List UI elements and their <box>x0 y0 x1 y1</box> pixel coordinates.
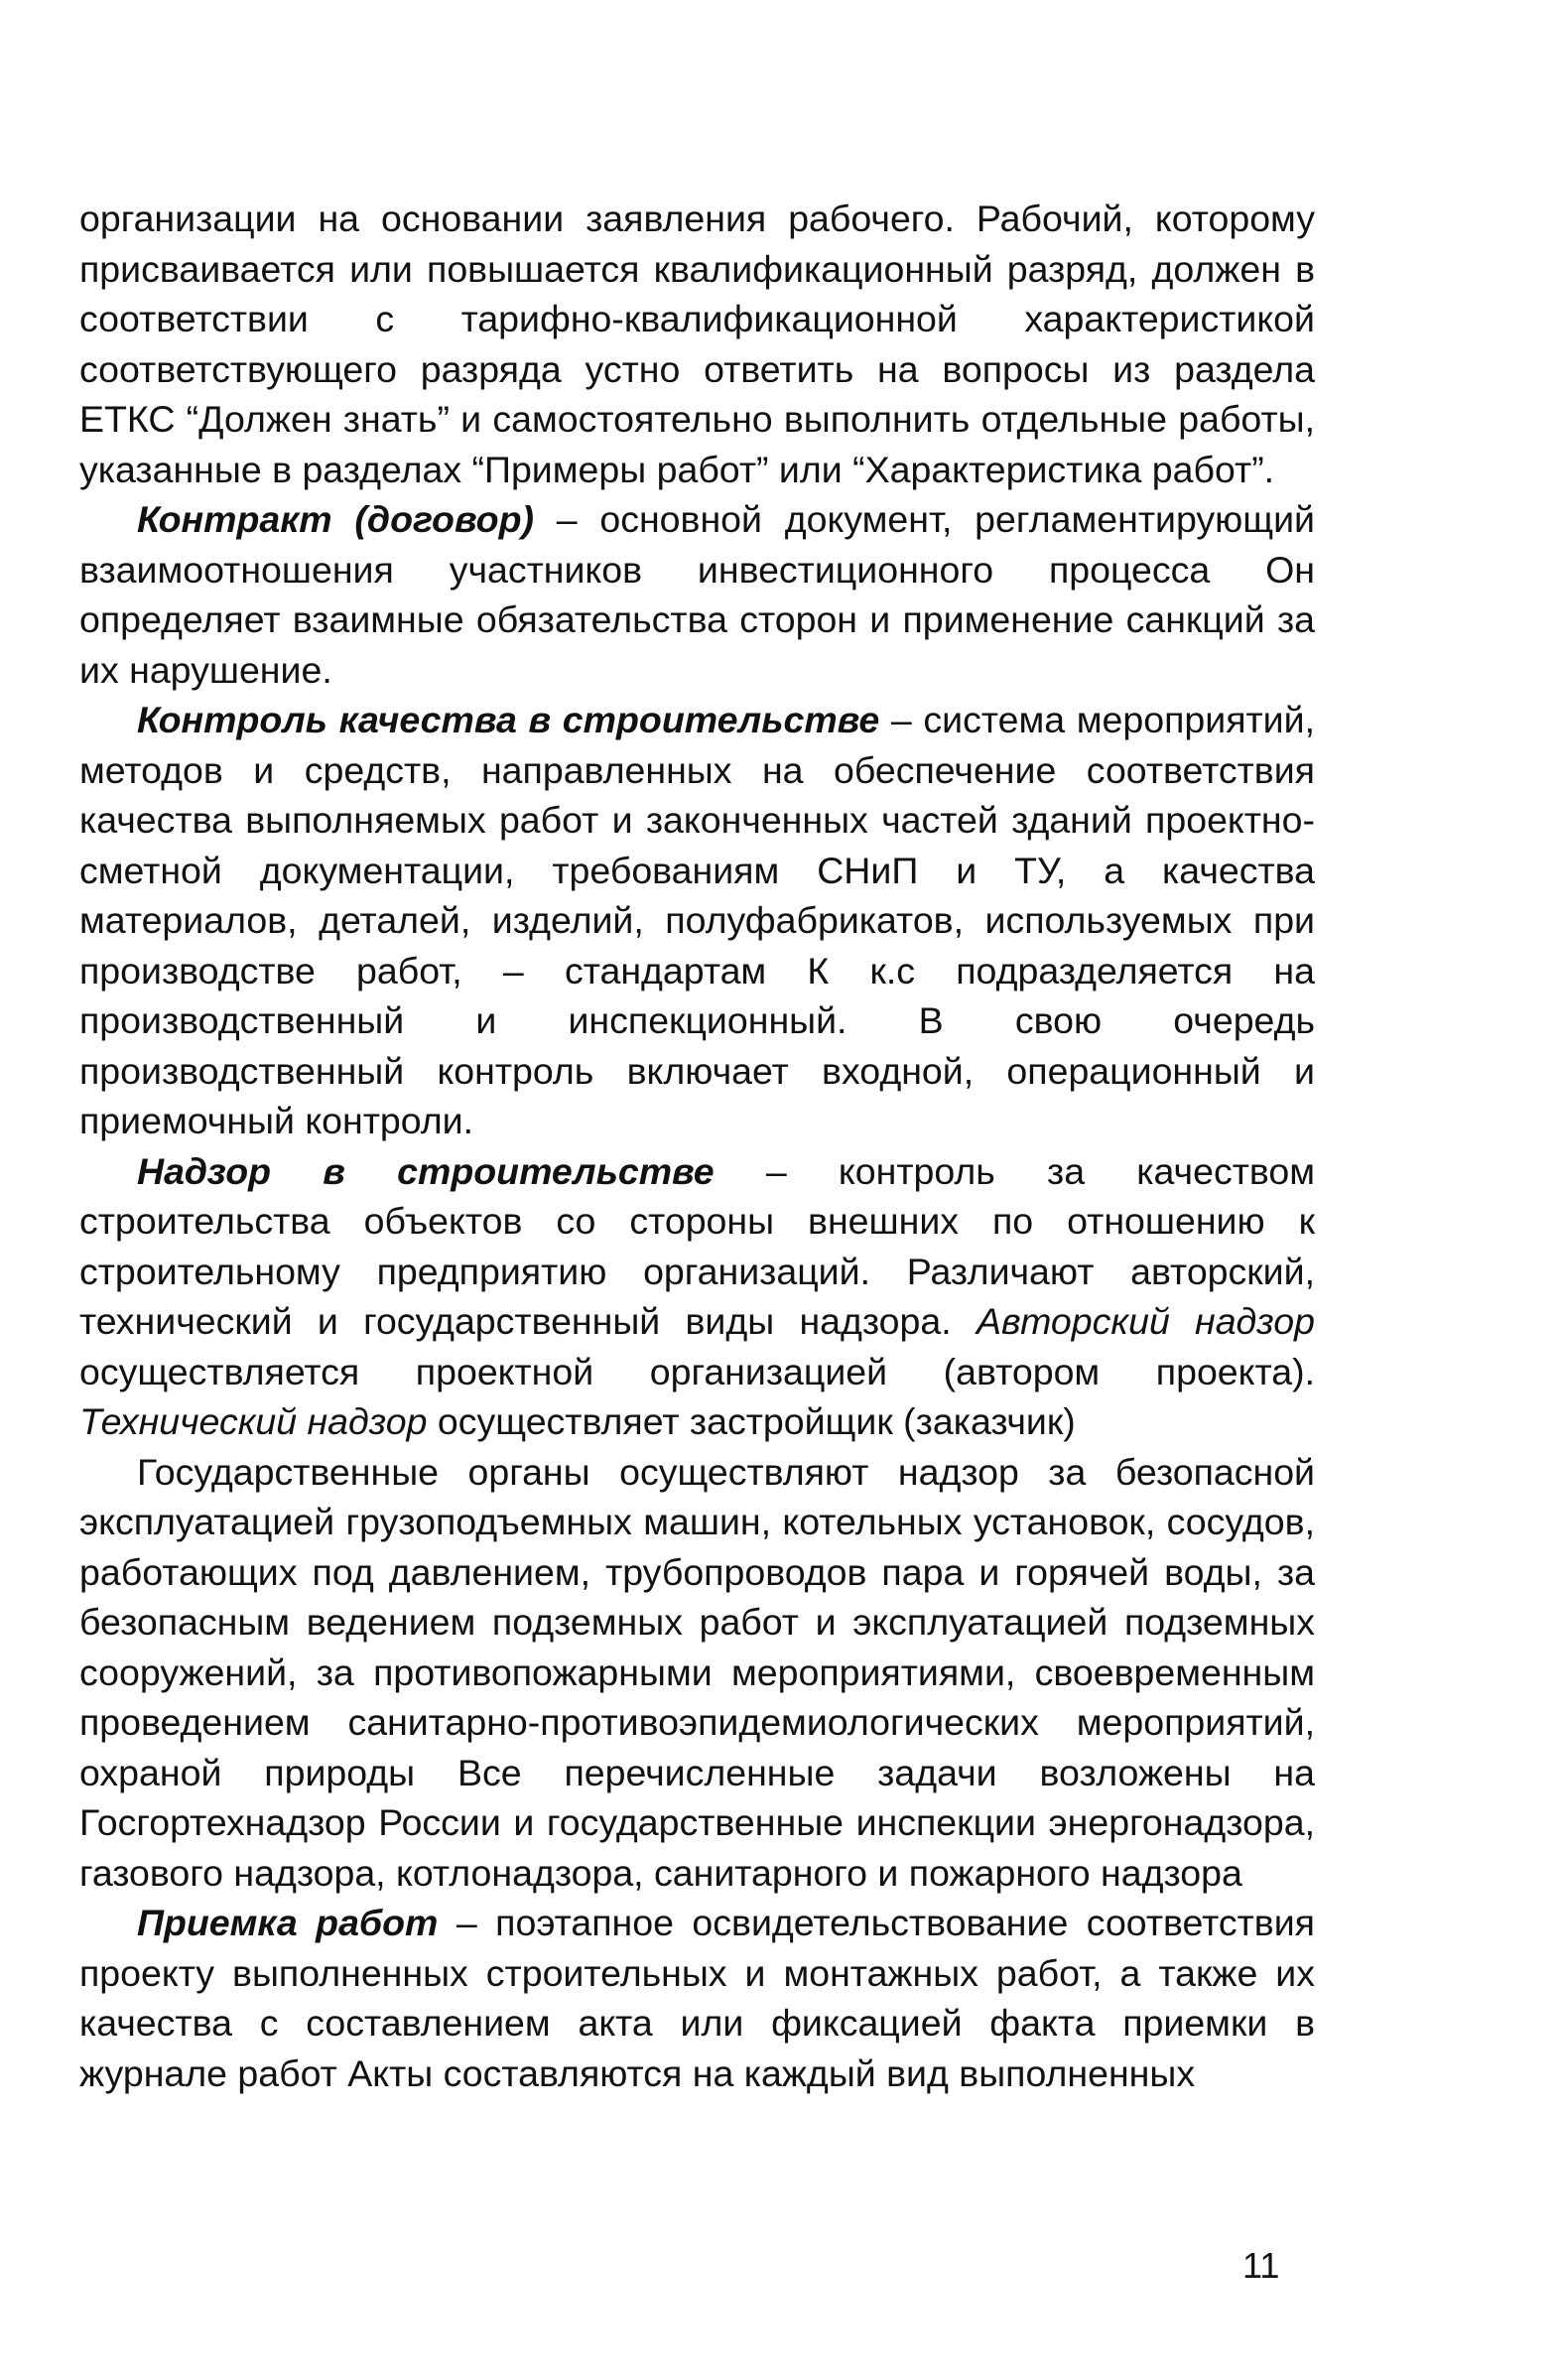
definition-supervision-part3: осуществляет застройщик (заказчик) <box>427 1400 1076 1442</box>
term-contract: Контракт (договор) <box>137 498 534 540</box>
definition-contract: – основной документ, регламентирующий взаимоотношения участников инвестиционного процесса Он определяет взаимные обязательства сторон и применение санкций за их нарушение. <box>79 498 1315 691</box>
term-author-supervision: Авторский надзор <box>976 1300 1315 1342</box>
paragraph-supervision <box>79 1146 1315 1447</box>
paragraph-contract <box>79 494 1315 695</box>
paragraph-acceptance <box>79 1898 1315 2098</box>
term-acceptance: Приемка работ <box>137 1902 439 1943</box>
definition-supervision-part1: – контроль за качеством строительства объектов со стороны внешних по отношению к строительному предприятию организаций. Различают авторский, технический и государственный виды надзора. <box>79 1149 1316 1342</box>
term-technical-supervision: Технический надзор <box>79 1400 428 1442</box>
term-quality-control: Контроль качества в строительстве <box>137 699 880 740</box>
page-body <box>79 194 1315 2098</box>
definition-quality-control: – система мероприятий, методов и средств, направленных на обеспечение соответствия качества выполняемых работ и законченных частей зданий проектно-сметной документации, требованиям СНиП и ТУ, а качества материалов, деталей, изделий, полуфабрикатов, используемых при производстве работ, – стандартам К к.с подразделяется на производственный и инспекционный. В свою очередь производственный контроль включает входной, операционный и приемочный контроли. <box>79 699 1315 1141</box>
definition-acceptance: – поэтапное освидетельствование соответствия проекту выполненных строительных и монтажных работ, а также их качества с составлением акта или фиксацией факта приемки в журнале работ Акты составляются на каждый вид выполненных <box>79 1902 1315 2094</box>
paragraph-worker-qualification: организации на основании заявления рабочего. Рабочий, которому присваивается или повышается квалификационный разряд, должен в соответствии с тарифно-квалификационной характеристикой соответствующего разряда устно ответить на вопросы из раздела ЕТКС “Должен знать” и самостоятельно выполнить отдельные работы, указанные в разделах “Примеры работ” или “Характеристика работ”. <box>79 198 1315 490</box>
term-supervision: Надзор в строительстве <box>137 1149 715 1192</box>
definition-supervision-part2: осуществляется проектной организацией (автором проекта). <box>79 1350 1315 1392</box>
paragraph-quality-control <box>79 695 1315 1146</box>
page-number: 11 <box>1242 2245 1280 2286</box>
paragraph-state-bodies: Государственные органы осуществляют надзор за безопасной эксплуатацией грузоподъемных машин, котельных установок, сосудов, работающих под давлением, трубопроводов пара и горячей воды, за безопасным ведением подземных работ и эксплуатацией подземных сооружений, за противопожарными мероприятиями, своевременным проведением санитарно-противоэпидемиологических мероприятий, охраной природы Все перечисленные задачи возложены на Госгортехнадзор России и государственные инспекции энергонадзора, газового надзора, котлонадзора, санитарного и пожарного надзора <box>79 1450 1315 1894</box>
